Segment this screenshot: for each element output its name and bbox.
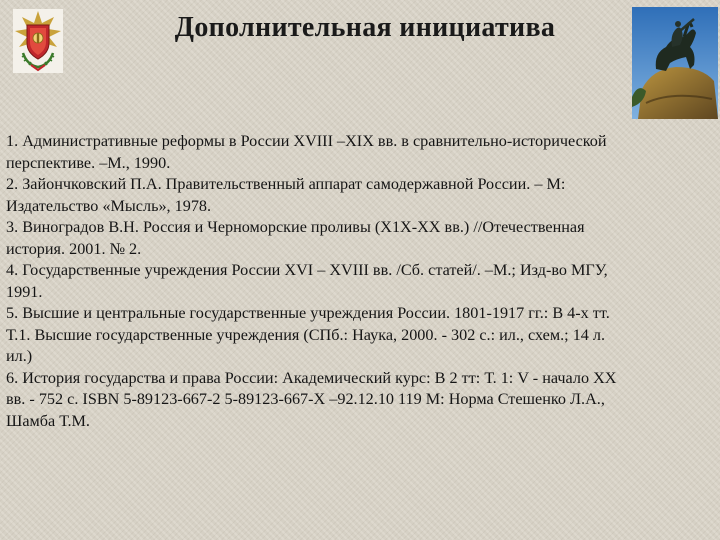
reference-line: 2. Зайончковский П.А. Правительственный аппарат самодержавной России. – М: [6,175,566,193]
reference-line: 4. Государственные учреждения России XVI – XVIII вв. /Сб. статей/. –М.; Изд-во МГУ, [6,261,608,279]
reference-line: 6. История государства и права России: Академический курс: В 2 тт: Т. 1: V - начало XX [6,368,617,387]
reference-line: 5. Высшие и центральные государственные учреждения России. 1801-1917 гг.: В 4-х тт. [6,304,610,322]
reference-line: Т.1. Высшие государственные учреждения (СПб.: Наука, 2000. - 302 с.: ил., схем.; 14 л. [6,325,606,344]
reference-line: история. 2001. № 2. [6,239,142,258]
reference-line: перспективе. –М., 1990. [6,153,171,172]
reference-line: 3. Виноградов В.Н. Россия и Черноморские проливы (Х1Х-ХХ вв.) //Отечественная [6,218,585,236]
reference-list [6,131,696,432]
reference-line: вв. - 752 с. ISBN 5-89123-667-2 5-89123-667-Х –92.12.10 119 М: Норма Стешенко Л.А., [6,390,605,408]
reference-line: ил.) [6,347,33,365]
page-title: Дополнительная инициатива [174,12,556,43]
reference-line: Издательство «Мысль», 1978. [6,196,212,215]
reference-line: Шамба Т.М. [6,411,90,430]
reference-line: 1. Административные реформы в России XVIII –XIX вв. в сравнительно-исторической [6,132,607,150]
reference-line: 1991. [6,282,43,301]
